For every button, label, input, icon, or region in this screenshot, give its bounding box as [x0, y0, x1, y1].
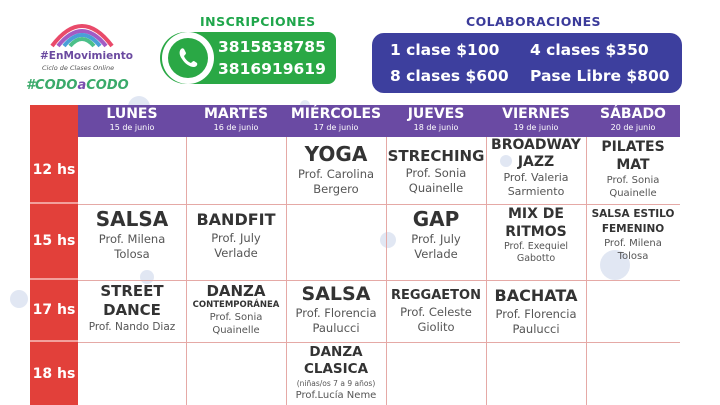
- price-pase-libre: Pase Libre $800: [530, 67, 670, 85]
- table-corner: [30, 105, 78, 137]
- class-broadway-jazz: BROADWAY JAZZ Prof. Valeria Sarmiento: [491, 137, 581, 198]
- price-box: [372, 33, 682, 93]
- class-pilates-mat: PILATES MAT Prof. Sonia Quainelle: [601, 139, 665, 199]
- class-gap: GAP Prof. July Verlade: [411, 207, 461, 261]
- logo-brand: #EnMovimiento: [40, 50, 133, 62]
- day-header-lunes: LUNES 15 de junio: [78, 105, 187, 137]
- day-header-viernes: VIERNES 19 de junio: [486, 105, 587, 137]
- row-divider: [78, 342, 680, 343]
- day-header-martes: MARTES 16 de junio: [186, 105, 287, 137]
- price-4-classes: 4 clases $350: [530, 41, 649, 59]
- class-salsa-lunes: SALSA Prof. Milena Tolosa: [95, 207, 169, 261]
- whatsapp-icon: [162, 32, 214, 84]
- class-danza-contemporanea: DANZA CONTEMPORÁNEA Prof. Sonia Quainelle: [192, 282, 280, 336]
- class-bachata: BACHATA Prof. Florencia Paulucci: [494, 286, 578, 336]
- row-divider: [78, 204, 680, 205]
- phone-number-1[interactable]: 3815838785: [218, 38, 326, 56]
- class-salsa-miercoles: SALSA Prof. Florencia Paulucci: [295, 283, 377, 335]
- whatsapp-contact[interactable]: [160, 32, 336, 84]
- class-reggaeton: REGGAETON Prof. Celeste Giolito: [391, 288, 481, 334]
- schedule-table: [30, 105, 680, 405]
- price-1-class: 1 clase $100: [390, 41, 500, 59]
- class-mix-de-ritmos: MIX DE RITMOS Prof. Exequiel Gabotto: [503, 206, 569, 264]
- class-danza-clasica: DANZA CLASICA (niñas/os 7 a 9 años) Prof.Lucía Neme: [295, 344, 377, 401]
- column-divider: [186, 137, 187, 405]
- hour-15: 15 hs: [30, 204, 78, 280]
- hour-17: 17 hs: [30, 280, 78, 342]
- class-street-dance: STREET DANCE Prof. Nando Diaz: [88, 282, 176, 333]
- logo-tagline: Ciclo de Clases Online: [42, 64, 115, 72]
- colaboraciones-title: COLABORACIONES: [466, 14, 601, 29]
- day-header-sabado: SÁBADO 20 de junio: [586, 105, 680, 137]
- phone-number-2[interactable]: 3816919619: [218, 60, 326, 78]
- codo-a-codo-logo: #CODOaCODO: [26, 78, 129, 93]
- hour-18: 18 hs: [30, 342, 78, 405]
- inscripciones-title: INSCRIPCIONES: [200, 14, 316, 29]
- class-yoga: YOGA Prof. Carolina Bergero: [297, 142, 375, 196]
- logo-arcs-icon: [46, 12, 118, 48]
- row-divider: [78, 280, 680, 281]
- class-salsa-estilo-femenino: SALSA ESTILO FEMENINO Prof. Milena Tolosa: [591, 208, 675, 262]
- hour-12: 12 hs: [30, 137, 78, 204]
- class-streching: STRECHING Prof. Sonia Quainelle: [387, 147, 485, 195]
- price-8-classes: 8 clases $600: [390, 67, 509, 85]
- en-movimiento-logo: [26, 12, 136, 98]
- day-header-miercoles: MIÉRCOLES 17 de junio: [286, 105, 387, 137]
- class-bandfit: BANDFIT Prof. July Verlade: [196, 210, 276, 260]
- day-header-jueves: JUEVES 18 de junio: [386, 105, 487, 137]
